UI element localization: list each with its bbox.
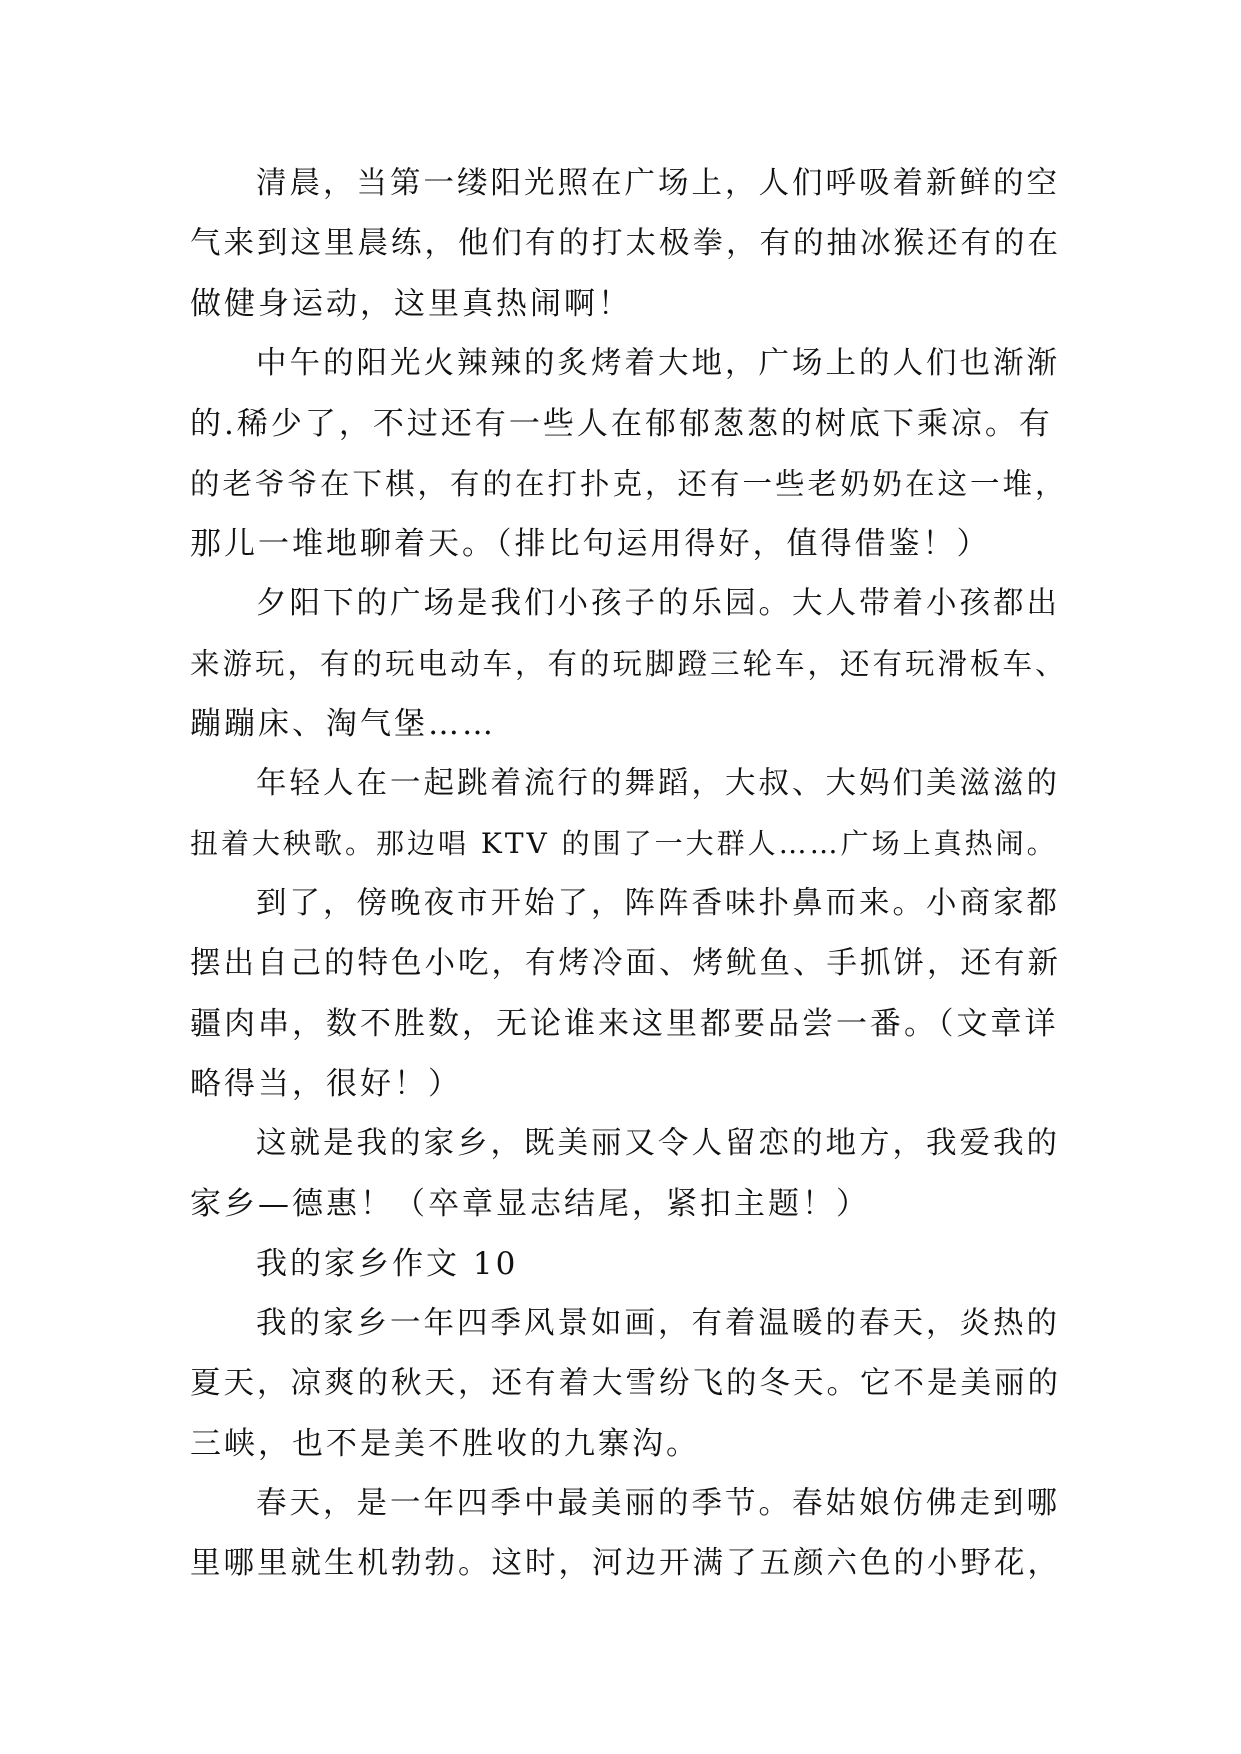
text-line: 气来到这里晨练，他们有的打太极拳，有的抽冰猴还有的在: [190, 226, 1061, 261]
text-line: 我的家乡一年四季风景如画，有着温暖的春天，炎热的: [256, 1306, 1060, 1341]
text-line: 春天，是一年四季中最美丽的季节。春姑娘仿佛走到哪: [256, 1486, 1060, 1521]
text-line: 年轻人在一起跳着流行的舞蹈，大叔、大妈们美滋滋的: [256, 766, 1060, 801]
text-line: 夕阳下的广场是我们小孩子的乐园。大人带着小孩都出: [256, 586, 1060, 621]
text-line: 那儿一堆地聊着天。（排比句运用得好，值得借鉴！）: [190, 526, 991, 562]
text-line: 略得当，很好！）: [190, 1066, 462, 1102]
section-heading: 我的家乡作文 10: [256, 1246, 519, 1282]
text-line: 来游玩，有的玩电动车，有的玩脚蹬三轮车，还有玩滑板车、: [190, 647, 1068, 681]
text-line: 夏天，凉爽的秋天，还有着大雪纷飞的冬天。它不是美丽的: [190, 1366, 1061, 1401]
text-line: 扭着大秧歌。那边唱 KTV 的围了一大群人……广场上真热闹。: [190, 827, 1058, 860]
text-line: 里哪里就生机勃勃。这时，河边开满了五颜六色的小野花，: [190, 1546, 1061, 1581]
text-line: 清晨，当第一缕阳光照在广场上，人们呼吸着新鲜的空: [256, 166, 1060, 201]
text-line: 摆出自己的特色小吃，有烤冷面、烤鱿鱼、手抓饼，还有新: [190, 946, 1061, 981]
text-line: 家乡—德惠！（卒章显志结尾，紧扣主题！）: [190, 1186, 870, 1222]
text-line: 疆肉串，数不胜数，无论谁来这里都要品尝一番。（文章详: [190, 1006, 1059, 1042]
text-line: 的老爷爷在下棋，有的在打扑克，还有一些老奶奶在这一堆，: [190, 467, 1068, 501]
text-line: 蹦蹦床、淘气堡……: [190, 706, 496, 742]
text-line: 到了，傍晚夜市开始了，阵阵香味扑鼻而来。小商家都: [256, 886, 1060, 921]
text-line: 中午的阳光火辣辣的炙烤着大地，广场上的人们也渐渐: [256, 346, 1060, 381]
text-line: 这就是我的家乡，既美丽又令人留恋的地方，我爱我的: [256, 1126, 1060, 1161]
text-line: 做健身运动，这里真热闹啊！: [190, 286, 632, 322]
text-line: 的.稀少了，不过还有一些人在郁郁葱葱的树底下乘凉。有: [190, 406, 1053, 442]
essay-text: [190, 154, 1070, 1594]
text-line: 三峡，也不是美不胜收的九寨沟。: [190, 1426, 700, 1462]
